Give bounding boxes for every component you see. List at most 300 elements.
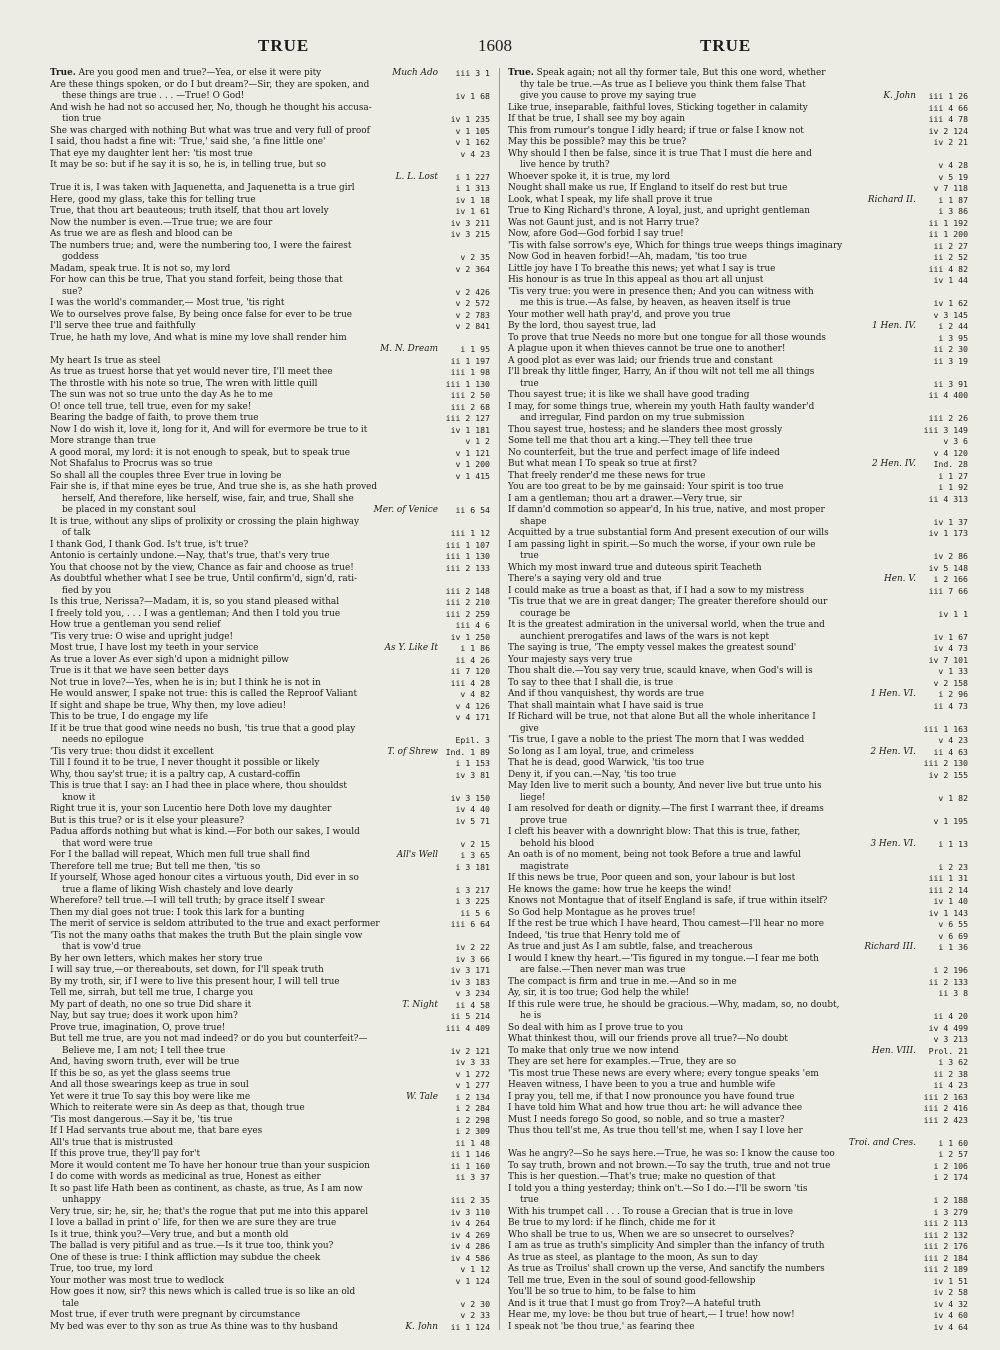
entry-line xyxy=(508,517,968,529)
entry-line xyxy=(50,862,490,874)
entry-line xyxy=(50,425,490,437)
entry-line xyxy=(50,655,490,667)
entry-line xyxy=(50,344,490,356)
play-title: K. John xyxy=(880,91,916,103)
entry-line xyxy=(50,1069,490,1081)
act-scene-line-reference: iv 3 211 xyxy=(448,218,490,230)
entry-line xyxy=(508,344,968,356)
entry-line xyxy=(508,689,968,701)
quotation-text: That freely render'd me these news for true xyxy=(508,470,706,481)
entry-line xyxy=(50,1161,490,1173)
play-title: M. N. Dream xyxy=(377,344,438,356)
quotation-text: I am as true as truth's simplicity And simpler than the infancy of truth xyxy=(508,1241,825,1251)
quotation-text: If the rest be true which I have heard, Thou camest—I'll hear no more xyxy=(508,919,825,929)
quotation-text: It is the greatest admiration in the universal world, when the true and xyxy=(508,620,825,630)
entry-line xyxy=(50,1057,490,1069)
entry-line xyxy=(508,540,968,552)
entry-line xyxy=(50,1103,490,1115)
quotation-text: me this is true.—As false, by heaven, as heaven itself is true xyxy=(520,298,791,308)
quotation-text: Thou shalt die.—You say very true, scauld knave, when God's will is xyxy=(508,666,813,676)
entry-line xyxy=(50,873,490,885)
quotation-text: I told you a thing yesterday; think on't.—So I do.—I'll be sworn 'tis xyxy=(508,1183,808,1194)
act-scene-line-reference: iv 2 155 xyxy=(926,770,968,782)
entry-line xyxy=(508,80,968,92)
quotation-text: Be true to my lord: if he flinch, chide me for it xyxy=(508,1218,716,1228)
entry-line xyxy=(508,494,968,506)
quotation-text: Here, good my glass, take this for telling true xyxy=(50,194,256,205)
entry-line xyxy=(508,988,968,1000)
quotation-text: Not Shafalus to Procrus was so true xyxy=(50,459,213,469)
entry-line xyxy=(508,471,968,483)
quotation-text: If that be true, I shall see my boy again xyxy=(508,114,685,124)
act-scene-line-reference: iv 2 121 xyxy=(448,1046,490,1058)
quotation-text: Nought shall make us rue, If England to itself do rest but true xyxy=(508,183,788,193)
quotation-text: give you cause to prove my saying true xyxy=(520,91,697,101)
quotation-text: that is vow'd true xyxy=(62,942,141,952)
act-scene-line-reference: i 1 36 xyxy=(935,942,968,954)
act-scene-line-reference: ii 1 160 xyxy=(448,1161,490,1173)
entry-line xyxy=(508,1000,968,1012)
quotation-text: Thou sayest true; it is like we shall have good trading xyxy=(508,390,750,400)
quotation-text: Acquitted by a true substantial form And present execution of our wills xyxy=(508,528,829,538)
quotation-text: know it xyxy=(62,792,96,803)
quotation-text: Thus thou tell'st me, As true thou tell'st me, when I say I love her xyxy=(508,1126,803,1136)
quotation-text: true xyxy=(520,551,539,561)
act-scene-line-reference: iv 3 215 xyxy=(448,229,490,241)
entry-line xyxy=(50,252,490,264)
entry-line xyxy=(50,402,490,414)
quotation-text: Heaven witness, I have been to you a true and humble wife xyxy=(508,1080,776,1090)
quotation-text: I cleft his beaver with a downright blow: That this is true, father, xyxy=(508,827,801,837)
quotation-text: I am a gentleman; thou art a drawer.—Very true, sir xyxy=(508,493,742,504)
act-scene-line-reference: iii 6 64 xyxy=(448,919,490,931)
act-scene-line-reference: iii 2 68 xyxy=(448,402,490,414)
act-scene-line-reference: ii 2 38 xyxy=(930,1069,968,1081)
entry-line xyxy=(508,1092,968,1104)
quotation-text: Which to reiterate were sin As deep as that, though true xyxy=(50,1103,305,1113)
act-scene-line-reference: v 1 277 xyxy=(452,1080,490,1092)
quotation-text: True, he hath my love, And what is mine my love shall render him xyxy=(50,332,347,343)
entry-line xyxy=(50,218,490,230)
act-scene-line-reference: iii 1 163 xyxy=(921,724,968,736)
entry-line xyxy=(50,850,490,862)
quotation-text: 'Tis not the many oaths that makes the truth But the plain single vow xyxy=(50,930,363,941)
entry-line xyxy=(508,310,968,322)
quotation-text: She was charged with nothing But what was true and very full of proof xyxy=(50,125,370,136)
header-left-word: TRUE xyxy=(258,36,310,55)
quotation-text: The ballad is very pitiful and as true.—Is it true too, think you? xyxy=(50,1241,334,1251)
entry-line xyxy=(508,160,968,172)
play-title: T. of Shrew xyxy=(384,747,438,759)
entry-line xyxy=(50,1126,490,1138)
act-scene-line-reference: iii 2 423 xyxy=(921,1115,968,1127)
quotation-text: This from rumour's tongue I idly heard; if true or false I know not xyxy=(508,125,804,136)
quotation-text: unhappy xyxy=(62,1195,101,1205)
act-scene-line-reference: v 5 19 xyxy=(935,172,968,184)
quotation-text: If this prove true, they'll pay for't xyxy=(50,1149,201,1159)
entry-line xyxy=(50,1138,490,1150)
quotation-text: My heart Is true as steel xyxy=(50,355,161,366)
act-scene-line-reference: iii 4 409 xyxy=(443,1023,490,1035)
quotation-text: Some tell me that thou art a king.—They tell thee true xyxy=(508,436,753,446)
quotation-text: The saying is true, 'The empty vessel makes the greatest sound' xyxy=(508,643,797,653)
quotation-text: True, that thou art beauteous; truth itself, that thou art lovely xyxy=(50,206,329,216)
entry-line xyxy=(508,252,968,264)
act-scene-line-reference: iii 2 148 xyxy=(443,586,490,598)
entry-line xyxy=(508,1057,968,1069)
left-column xyxy=(50,68,490,1330)
act-scene-line-reference: iii 2 50 xyxy=(448,390,490,402)
quotation-text: 'Tis most true These news are every where; every tongue speaks 'em xyxy=(508,1068,819,1079)
quotation-text: Wherefore? tell true.—I will tell truth; by grace itself I swear xyxy=(50,896,325,906)
quotation-text: I may, for some things true, wherein my youth Hath faulty wander'd xyxy=(508,401,815,412)
entry-line xyxy=(508,908,968,920)
act-scene-line-reference: i 2 23 xyxy=(935,862,968,874)
quotation-text: You are too great to be by me gainsaid: Your spirit is too true xyxy=(508,482,784,492)
entry-line xyxy=(50,540,490,552)
act-scene-line-reference: i 2 166 xyxy=(930,574,968,586)
entry-line xyxy=(50,1195,490,1207)
entry-line xyxy=(508,747,968,759)
entry-line xyxy=(50,333,490,345)
act-scene-line-reference: v 2 783 xyxy=(452,310,490,322)
entry-line xyxy=(50,678,490,690)
entry-line xyxy=(508,1080,968,1092)
entry-line xyxy=(508,402,968,414)
act-scene-line-reference: ii 2 133 xyxy=(926,977,968,989)
act-scene-line-reference: ii 5 214 xyxy=(448,1011,490,1023)
act-scene-line-reference: ii 2 52 xyxy=(930,252,968,264)
entry-line xyxy=(508,1149,968,1161)
entry-line xyxy=(50,977,490,989)
quotation-text: My part of death, no one so true Did share it xyxy=(50,999,252,1010)
quotation-text: This is true that I say: an I had thee in place where, thou shouldst xyxy=(50,781,347,791)
entry-line xyxy=(508,965,968,977)
entry-line xyxy=(508,103,968,115)
entry-line xyxy=(508,1184,968,1196)
act-scene-line-reference: iv 2 21 xyxy=(930,137,968,149)
entry-line xyxy=(508,873,968,885)
entry-line xyxy=(50,1172,490,1184)
act-scene-line-reference: iv 1 143 xyxy=(926,908,968,920)
quotation-text: Therefore tell me true; But tell me then, 'tis so xyxy=(50,861,261,872)
act-scene-line-reference: v 4 28 xyxy=(935,160,968,172)
quotation-text: I love a ballad in print o' life, for then we are sure they are true xyxy=(50,1218,337,1228)
quotation-text: Till I found it to be true, I never thought it possible or likely xyxy=(50,758,320,768)
quotation-text: he is xyxy=(520,1011,542,1021)
play-title: Hen. VIII. xyxy=(869,1046,916,1058)
act-scene-line-reference: v 2 35 xyxy=(457,252,490,264)
entry-line xyxy=(508,1069,968,1081)
quotation-text: So God help Montague as he proves true! xyxy=(508,907,696,918)
entry-line xyxy=(508,1046,968,1058)
act-scene-line-reference: i 2 284 xyxy=(452,1103,490,1115)
entry-line xyxy=(50,195,490,207)
running-header xyxy=(0,36,1000,62)
act-scene-line-reference: v 4 82 xyxy=(457,689,490,701)
act-scene-line-reference: iii 2 26 xyxy=(926,413,968,425)
entry-line xyxy=(50,275,490,287)
quotation-text: You'll be so true to him, to be false to him xyxy=(508,1287,696,1297)
quotation-text: For how can this be true, That you stand forfeit, being those that xyxy=(50,275,343,285)
quotation-text: tale xyxy=(62,1298,79,1309)
quotation-text: Very true, sir; he, sir, he; that's the rogue that put me into this apparel xyxy=(50,1206,369,1217)
act-scene-line-reference: i 2 44 xyxy=(935,321,968,333)
entry-line xyxy=(50,1092,490,1104)
entry-line xyxy=(508,390,968,402)
act-scene-line-reference: iii 2 184 xyxy=(921,1253,968,1265)
quotation-text: True. Speak again; not all thy former tale, But this one word, whether xyxy=(508,68,826,78)
act-scene-line-reference: v 4 171 xyxy=(452,712,490,724)
entry-line xyxy=(508,781,968,793)
entry-line xyxy=(508,896,968,908)
quotation-text: More strange than true xyxy=(50,436,156,446)
entry-line xyxy=(50,793,490,805)
entry-line xyxy=(50,1230,490,1242)
entry-line xyxy=(50,1241,490,1253)
quotation-text: As true as Troilus' shall crown up the verse, And sanctify the numbers xyxy=(508,1264,825,1274)
quotation-text: To make that only true we now intend xyxy=(508,1045,679,1056)
quotation-text: He would answer, I spake not true: this is called the Reproof Valiant xyxy=(50,689,358,699)
entry-line xyxy=(50,390,490,402)
entry-line xyxy=(50,735,490,747)
act-scene-line-reference: iii 2 210 xyxy=(443,597,490,609)
entry-line xyxy=(50,321,490,333)
quotation-text: Why, thou say'st true; it is a paltry cap, A custard-coffin xyxy=(50,769,301,780)
quotation-text: I'll break thy little finger, Harry, An if thou wilt not tell me all things xyxy=(508,367,815,377)
entry-line xyxy=(50,931,490,943)
quotation-text: True, too true, my lord xyxy=(50,1264,153,1274)
play-title: 3 Hen. VI. xyxy=(867,839,916,851)
quotation-text: Now I do wish it, love it, long for it, And will for evermore be true to it xyxy=(50,424,368,435)
quotation-text: I could make as true a boast as that, if I had a sow to my mistress xyxy=(508,585,805,596)
act-scene-line-reference: v 2 30 xyxy=(457,1299,490,1311)
entry-line xyxy=(508,195,968,207)
act-scene-line-reference: v 3 234 xyxy=(452,988,490,1000)
act-scene-line-reference: iv 4 73 xyxy=(930,643,968,655)
act-scene-line-reference: iii 2 163 xyxy=(921,1092,968,1104)
quotation-text: One of these is true: I think affliction may subdue the cheek xyxy=(50,1252,321,1263)
quotation-text: If this news be true, Poor queen and son, your labour is but lost xyxy=(508,873,796,883)
quotation-text: More it would content me To have her honour true than your suspicion xyxy=(50,1160,370,1171)
act-scene-line-reference: v 3 145 xyxy=(930,310,968,322)
act-scene-line-reference: Epil. 3 xyxy=(452,735,490,747)
entry-line xyxy=(50,1207,490,1219)
act-scene-line-reference: iv 4 64 xyxy=(930,1322,968,1331)
entry-line xyxy=(508,1310,968,1322)
entry-line xyxy=(508,954,968,966)
act-scene-line-reference: iv 4 286 xyxy=(448,1241,490,1253)
quotation-text: If sight and shape be true, Why then, my love adieu! xyxy=(50,700,287,711)
act-scene-line-reference: iv 1 44 xyxy=(930,275,968,287)
act-scene-line-reference: iv 4 499 xyxy=(926,1023,968,1035)
quotation-text: I have told him What and how true thou art: he will advance thee xyxy=(508,1103,803,1113)
quotation-text: give xyxy=(520,723,539,734)
act-scene-line-reference: iv 4 264 xyxy=(448,1218,490,1230)
act-scene-line-reference: v 1 195 xyxy=(930,816,968,828)
entry-line xyxy=(50,1149,490,1161)
act-scene-line-reference: i 1 92 xyxy=(935,482,968,494)
act-scene-line-reference: iii 1 98 xyxy=(448,367,490,379)
quotation-text: Most true, I have lost my teeth in your service xyxy=(50,643,259,653)
quotation-text: This is her question.—That's true; make no question of that xyxy=(508,1172,776,1182)
entry-line xyxy=(50,551,490,563)
quotation-text: And wish he had not so accused her, No, though he thought his accusa- xyxy=(50,102,372,113)
act-scene-line-reference: v 1 12 xyxy=(457,1264,490,1276)
act-scene-line-reference: ii 6 54 xyxy=(452,505,490,517)
entry-line xyxy=(50,701,490,713)
quotation-text: No counterfeit, but the true and perfect image of life indeed xyxy=(508,447,780,458)
act-scene-line-reference: iv 4 269 xyxy=(448,1230,490,1242)
quotation-text: We to ourselves prove false, By being once false for ever to be true xyxy=(50,309,353,320)
act-scene-line-reference: iv 7 101 xyxy=(926,655,968,667)
entry-line xyxy=(508,770,968,782)
quotation-text: Bearing the badge of faith, to prove them true xyxy=(50,413,259,423)
entry-line xyxy=(50,482,490,494)
quotation-text: Who shall be true to us, When we are so unsecret to ourselves? xyxy=(508,1229,795,1240)
entry-line xyxy=(50,91,490,103)
act-scene-line-reference: iv 1 61 xyxy=(452,206,490,218)
act-scene-line-reference: iii 4 82 xyxy=(926,264,968,276)
quotation-text: That shall maintain what I have said is true xyxy=(508,700,704,711)
act-scene-line-reference: iii 4 78 xyxy=(926,114,968,126)
quotation-text: There's a saying very old and true xyxy=(508,574,662,584)
quotation-text: This to be true, I do engage my life xyxy=(50,712,209,722)
entry-line xyxy=(50,632,490,644)
quotation-text: true xyxy=(520,1195,539,1205)
entry-line xyxy=(508,1138,968,1150)
entry-line xyxy=(508,413,968,425)
quotation-text: Not true in love?—Yes, when he is in; but I think he is not in xyxy=(50,677,321,688)
act-scene-line-reference: iii 2 130 xyxy=(921,758,968,770)
act-scene-line-reference: ii 1 200 xyxy=(926,229,968,241)
entry-line xyxy=(50,298,490,310)
act-scene-line-reference: i 1 86 xyxy=(457,643,490,655)
act-scene-line-reference: v 4 126 xyxy=(452,701,490,713)
entry-line xyxy=(50,1046,490,1058)
quotation-text: His honour is as true In this appeal as thou art all unjust xyxy=(508,275,764,285)
quotation-text: and irregular, Find pardon on my true submission xyxy=(520,413,745,423)
act-scene-line-reference: ii 4 58 xyxy=(452,1000,490,1012)
act-scene-line-reference: v 2 572 xyxy=(452,298,490,310)
quotation-text: To prove that true Needs no more but one tongue for all those wounds xyxy=(508,332,826,343)
act-scene-line-reference: i 2 96 xyxy=(935,689,968,701)
act-scene-line-reference: iii 2 176 xyxy=(921,1241,968,1253)
act-scene-line-reference: iv 2 124 xyxy=(926,126,968,138)
entry-line xyxy=(508,632,968,644)
quotation-text: herself, And therefore, like herself, wise, fair, and true, Shall she xyxy=(62,493,354,504)
entry-line xyxy=(508,505,968,517)
act-scene-line-reference: i 1 313 xyxy=(452,183,490,195)
quotation-text: aunchient prerogatifes and laws of the wars is not kept xyxy=(520,631,770,642)
entry-line xyxy=(508,436,968,448)
quotation-text: And, having sworn truth, ever will be true xyxy=(50,1057,240,1067)
entry-line xyxy=(508,379,968,391)
quotation-text: 'Tis most dangerous.—Say it be, 'tis true xyxy=(50,1114,233,1125)
entry-line xyxy=(50,68,490,80)
entry-line xyxy=(50,781,490,793)
act-scene-line-reference: i 1 95 xyxy=(457,344,490,356)
quotation-text: Was he angry?—So he says here.—True, he was so: I know the cause too xyxy=(508,1149,835,1159)
quotation-text: As true and just As I am subtle, false, and treacherous xyxy=(508,942,753,952)
entry-line xyxy=(50,356,490,368)
entry-line xyxy=(508,1287,968,1299)
quotation-text: I said, thou hadst a fine wit: 'True,' said she, 'a fine little one' xyxy=(50,137,326,147)
act-scene-line-reference: i 1 87 xyxy=(935,195,968,207)
entry-line xyxy=(50,241,490,253)
entry-line xyxy=(508,264,968,276)
act-scene-line-reference: ii 4 400 xyxy=(926,390,968,402)
entry-line xyxy=(508,287,968,299)
entry-line xyxy=(50,1080,490,1092)
act-scene-line-reference: iii 4 6 xyxy=(452,620,490,632)
act-scene-line-reference: i 2 57 xyxy=(935,1149,968,1161)
entry-line xyxy=(508,1011,968,1023)
entry-line xyxy=(508,931,968,943)
quotation-text: Fair she is, if that mine eyes be true, And true she is, as she hath proved xyxy=(50,482,378,492)
act-scene-line-reference: iv 4 40 xyxy=(452,804,490,816)
quotation-text: All's true that is mistrusted xyxy=(50,1137,174,1148)
quotation-text: How true a gentleman you send relief xyxy=(50,620,221,630)
entry-line xyxy=(508,1034,968,1046)
quotation-text: Are these things spoken, or do I but dream?—Sir, they are spoken, and xyxy=(50,79,370,90)
entry-line xyxy=(50,747,490,759)
act-scene-line-reference: iv 1 51 xyxy=(930,1276,968,1288)
act-scene-line-reference: v 7 118 xyxy=(930,183,968,195)
play-title: T. Night xyxy=(399,1000,438,1012)
act-scene-line-reference: iii 2 127 xyxy=(443,413,490,425)
act-scene-line-reference: iv 5 148 xyxy=(926,563,968,575)
act-scene-line-reference: iii 2 189 xyxy=(921,1264,968,1276)
quotation-text: fied by you xyxy=(62,585,112,596)
quotation-text: If this rule were true, he should be gracious.—Why, madam, so, no doubt, xyxy=(508,999,840,1010)
entry-line xyxy=(508,735,968,747)
act-scene-line-reference: ii 1 124 xyxy=(448,1322,490,1331)
quotation-text: If I Had servants true about me, that bare eyes xyxy=(50,1126,263,1136)
act-scene-line-reference: v 1 124 xyxy=(452,1276,490,1288)
quotation-text: The sun was not so true unto the day As he to me xyxy=(50,390,273,400)
entry-line xyxy=(50,609,490,621)
act-scene-line-reference: ii 3 37 xyxy=(452,1172,490,1184)
act-scene-line-reference: i 2 174 xyxy=(930,1172,968,1184)
quotation-text: If it be true that good wine needs no bush, 'tis true that a good play xyxy=(50,723,356,734)
entry-line xyxy=(50,885,490,897)
entry-line xyxy=(50,666,490,678)
act-scene-line-reference: iv 3 171 xyxy=(448,965,490,977)
quotation-text: behold his blood xyxy=(520,838,595,849)
entry-line xyxy=(508,919,968,931)
entry-line xyxy=(508,977,968,989)
act-scene-line-reference: iii 1 130 xyxy=(443,551,490,563)
header-right-word: TRUE xyxy=(700,36,752,55)
entry-line xyxy=(508,298,968,310)
quotation-text: Antonio is certainly undone.—Nay, that's true, that's very true xyxy=(50,551,330,561)
act-scene-line-reference: ii 4 23 xyxy=(930,1080,968,1092)
entry-line xyxy=(508,183,968,195)
quotation-text: 'Tis very true: you were in presence then; And you can witness with xyxy=(508,286,814,297)
entry-line xyxy=(508,459,968,471)
quotation-text: The numbers true; and, were the numbering too, I were the fairest xyxy=(50,240,352,251)
act-scene-line-reference: iv 2 22 xyxy=(452,942,490,954)
quotation-text: Padua affords nothing but what is kind.—For both our sakes, I would xyxy=(50,827,360,837)
entry-line xyxy=(50,758,490,770)
play-title: 2 Hen. IV. xyxy=(869,459,916,471)
act-scene-line-reference: v 1 105 xyxy=(452,126,490,138)
act-scene-line-reference: i 2 188 xyxy=(930,1195,968,1207)
entry-line xyxy=(508,1195,968,1207)
entry-line xyxy=(508,68,968,80)
play-title: Richard III. xyxy=(861,942,916,954)
